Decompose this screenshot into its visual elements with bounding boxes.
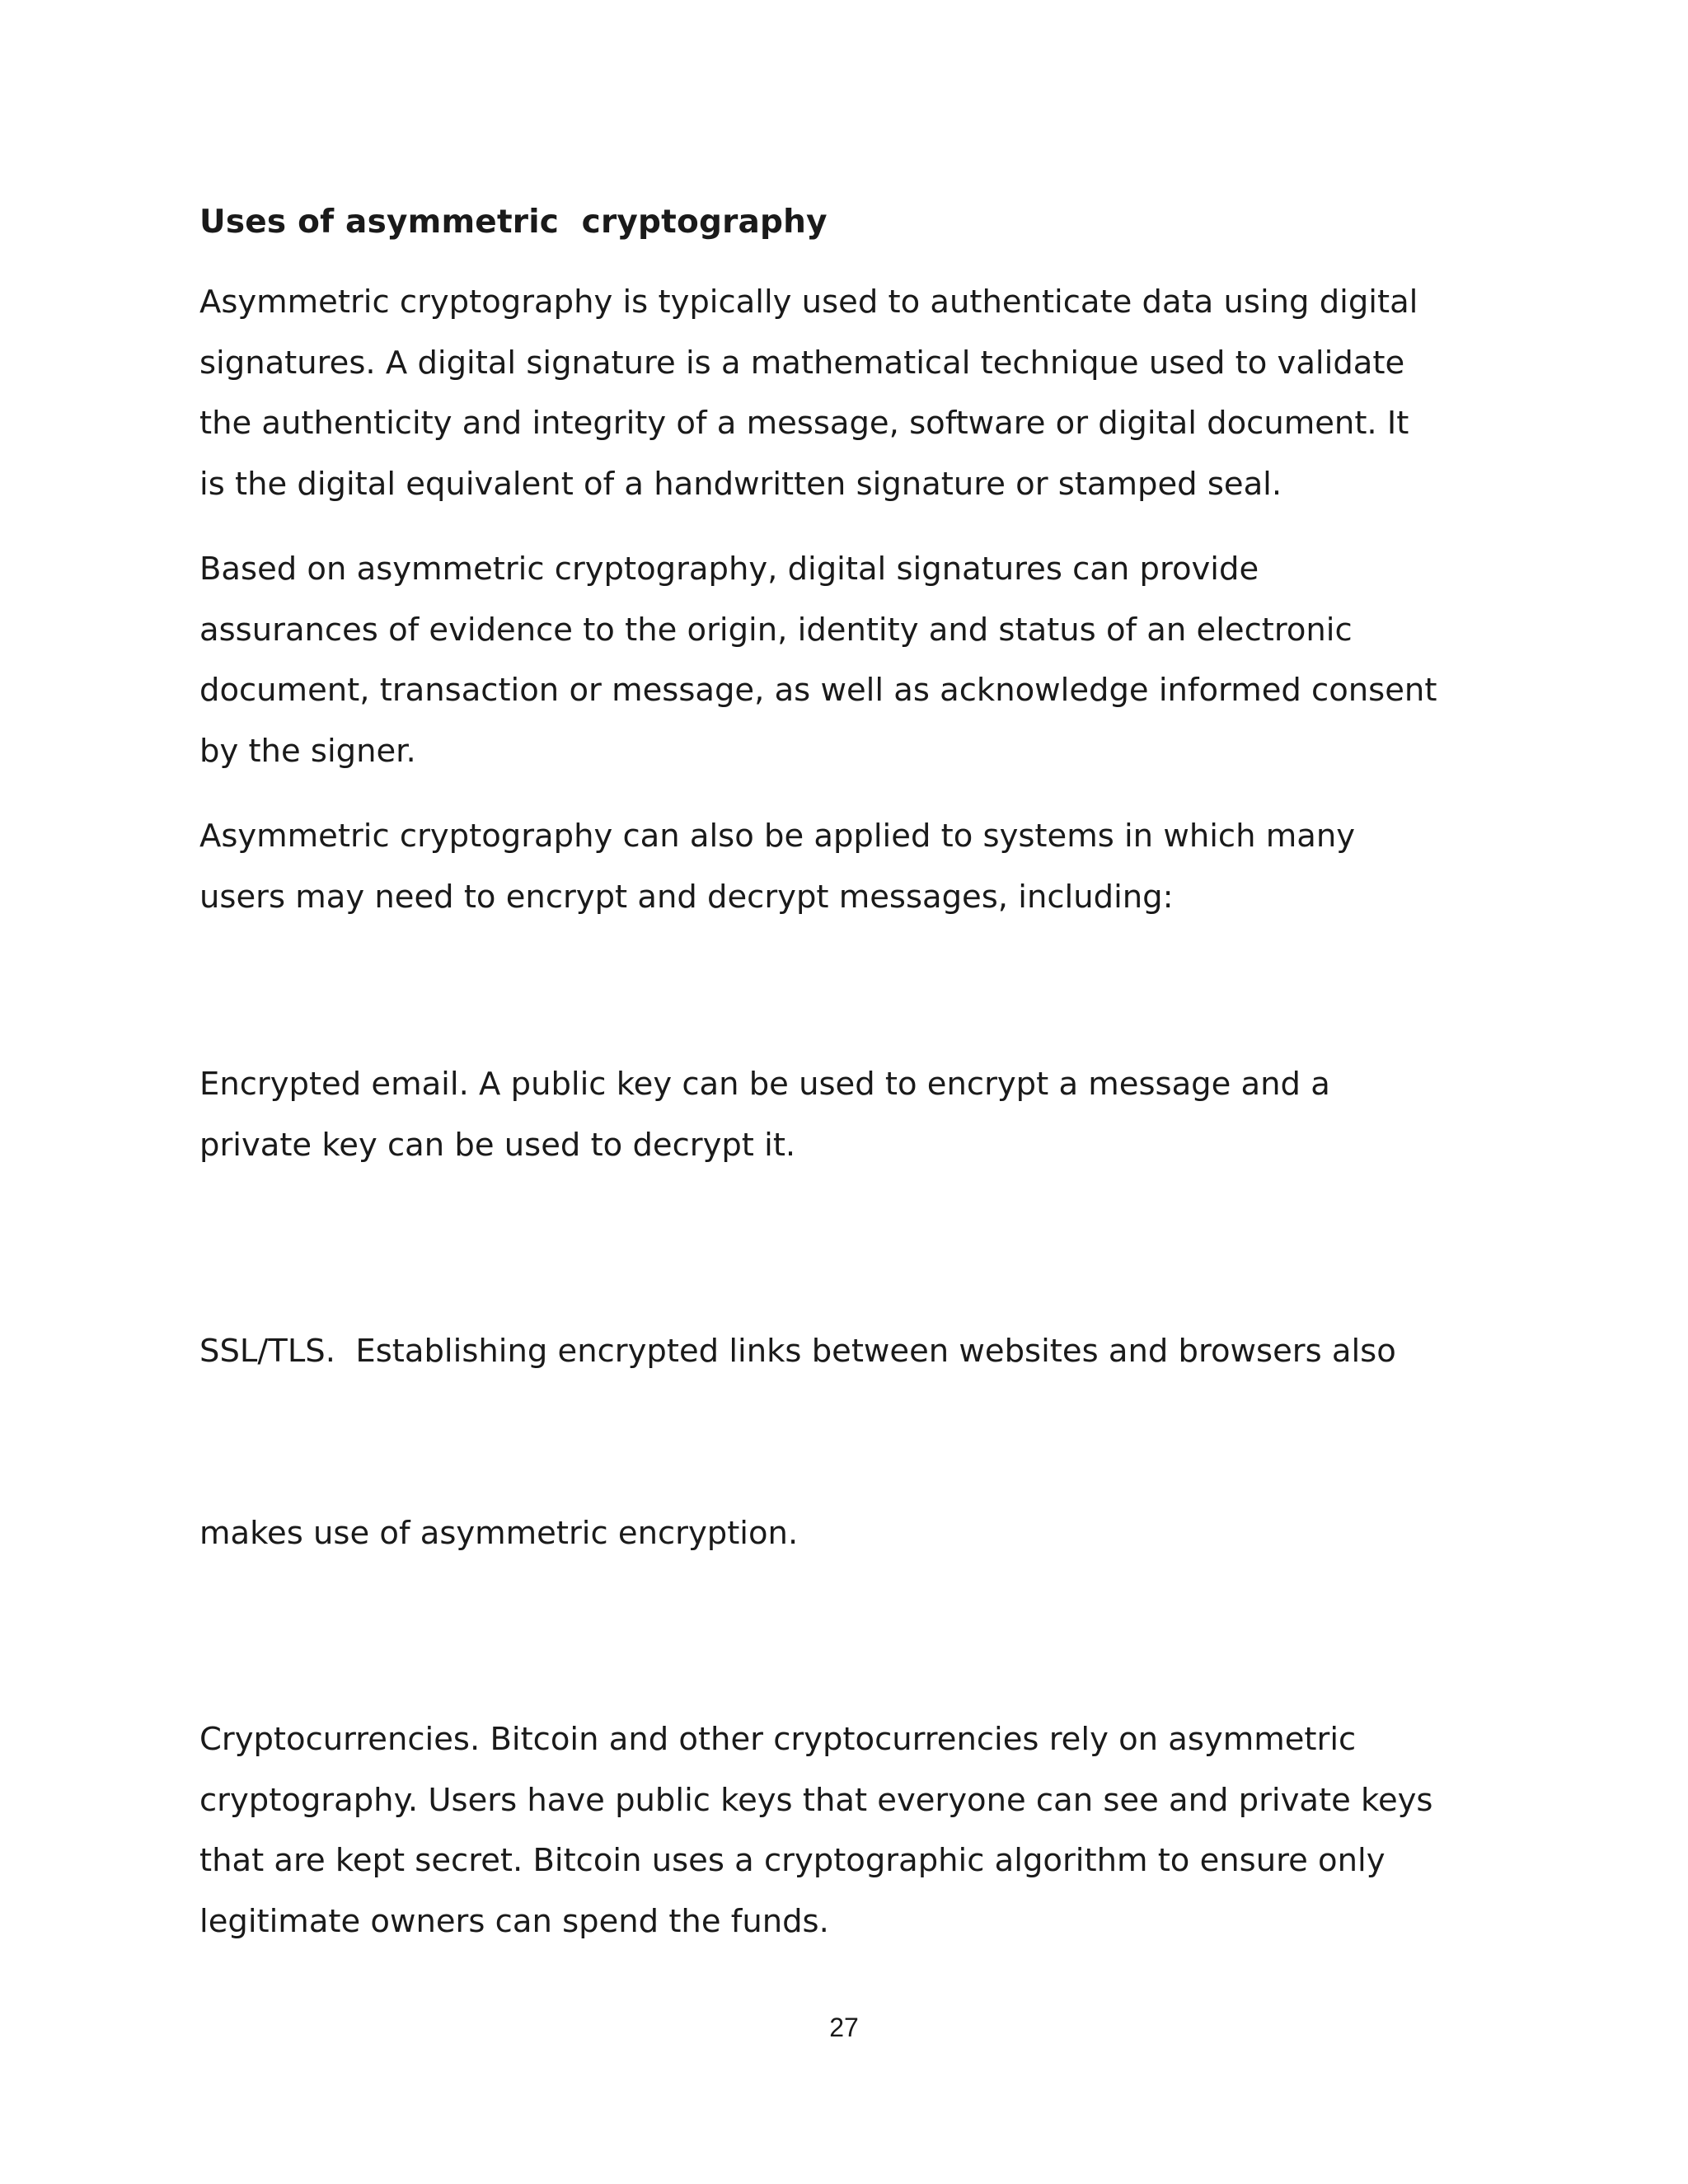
text-line: by the signer. (199, 732, 416, 770)
text-line: document, transaction or message, as well as acknowledge informed consent (199, 672, 1437, 709)
section-heading: Uses of asymmetric cryptography (199, 204, 828, 241)
paragraph-applications-intro (199, 806, 1518, 927)
text-line: makes use of asymmetric encryption. (199, 1514, 799, 1552)
text-line: Encrypted email. A public key can be used to encrypt a message and a (199, 1066, 1330, 1103)
page-number: 27 (829, 2013, 859, 2042)
list-item-encrypted-email (199, 1054, 1518, 1175)
text-line: assurances of evidence to the origin, identity and status of an electronic (199, 611, 1353, 649)
text-line: legitimate owners can spend the funds. (199, 1902, 829, 1940)
text-line: users may need to encrypt and decrypt messages, including: (199, 878, 1174, 916)
text-line: Asymmetric cryptography is typically used to authenticate data using digital (199, 284, 1418, 321)
list-item-ssl-tls (199, 1200, 1518, 1685)
page-content (199, 198, 1518, 1976)
text-line: private key can be used to decrypt it. (199, 1126, 796, 1164)
text-line: Cryptocurrencies. Bitcoin and other cryptocurrencies rely on asymmetric (199, 1721, 1357, 1758)
paragraph-assurances (199, 539, 1518, 781)
text-line: Based on asymmetric cryptography, digital signatures can provide (199, 551, 1259, 588)
paragraph-digital-signatures (199, 272, 1518, 514)
text-line: that are kept secret. Bitcoin uses a cryptographic algorithm to ensure only (199, 1842, 1386, 1879)
text-line: the authenticity and integrity of a message, software or digital document. It (199, 405, 1409, 442)
text-line: SSL/TLS. Establishing encrypted links between websites and browsers also (199, 1333, 1396, 1370)
list-item-cryptocurrencies (199, 1709, 1518, 1952)
text-line: is the digital equivalent of a handwritten signature or stamped seal. (199, 465, 1282, 503)
text-line: Asymmetric cryptography can also be applied to systems in which many (199, 818, 1355, 855)
text-line: cryptography. Users have public keys that everyone can see and private keys (199, 1781, 1433, 1819)
blank-space (199, 952, 1518, 1054)
text-line: signatures. A digital signature is a mathematical technique used to validate (199, 344, 1405, 382)
